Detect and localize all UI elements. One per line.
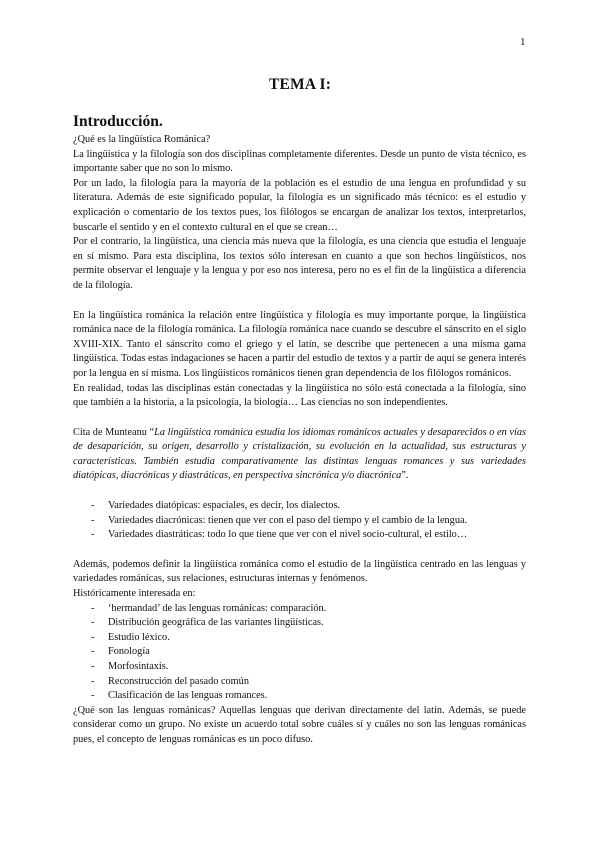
paragraph: En la lingüística románica la relación entre lingüística y filología es muy importante porque, la lingüística románica nace de la filología románica. La filología románica nace cuando se descubre el sánscrito en el siglo XVIII-XIX. Tanto el sánscrito como el griego y el latín, se describe que pertenecen a una misma gama lingüística. Todas estas indagaciones se hacen a partir del estudio de textos y a partir de aquí se genera interés por la lengua en sí misma. Los lingüísticos románicos tienen gran dependencia de los filólogos románicos.	[73, 309, 526, 379]
paragraph: Históricamente interesada en:	[73, 588, 196, 600]
paragraph: Además, podemos definir la lingüística románica como el estudio de la lingüística centrado en las lenguas y variedades románicas, sus relaciones, estructuras internas y fenómenos.	[73, 558, 526, 585]
quote-paragraph	[73, 426, 526, 484]
list-item: - Estudio léxico.	[73, 631, 526, 646]
intereses-list	[73, 602, 526, 704]
page-number: 1	[520, 36, 526, 48]
spacer	[73, 543, 526, 558]
list-item: - Reconstrucción del pasado común	[73, 675, 526, 690]
list-item: - Clasificación de las lenguas romances.	[73, 689, 526, 704]
list-item: - Variedades diastráticas: todo lo que tiene que ver con el nivel socio-cultural, el estilo…	[73, 528, 526, 543]
section-heading: Introducción.	[73, 113, 163, 130]
list-item: - Distribución geográfica de las variantes lingüísticas.	[73, 616, 526, 631]
spacer	[73, 411, 526, 426]
quote-intro: Cita de Munteanu “	[73, 426, 155, 438]
document-body	[73, 112, 526, 748]
variedades-list	[73, 499, 526, 543]
list-item: - Morfosintaxis.	[73, 660, 526, 675]
list-item: - ‘hermandad’ de las lenguas románicas: comparación.	[73, 602, 526, 617]
spacer	[73, 294, 526, 309]
paragraph: Por el contrario, la lingüística, una ciencia más nueva que la filología, es una ciencia que estudia el lenguaje en sí mismo. Para esta disciplina, los textos sólo interesan en cuanto a que son hechos lingüísticos, nos permite observar el lenguaje y la lengua y por eso nos interesa, pero no es el fin de la lingüística a diferencia de la filología.	[73, 236, 526, 291]
paragraph: La lingüística y la filología son dos disciplinas completamente diferentes. Desde un punto de vista técnico, es importante saber que no son lo mismo.	[73, 148, 526, 175]
quote-end: ”.	[401, 470, 409, 482]
list-item: - Variedades diatópicas: espaciales, es decir, los dialectos.	[73, 499, 526, 514]
paragraph: En realidad, todas las disciplinas están conectadas y la lingüística no sólo está conectada a la filología, sino que también a la historia, a la psicología, la biología… Las ciencias no son independientes.	[73, 382, 526, 409]
paragraph: Por un lado, la filología para la mayoría de la población es el estudio de una lengua en profundidad y su literatura. Además de este significado popular, la filología es un significado más técnico: es el estudio y explicación o comentario de los textos pues, los filólogos se encargan de analizar los textos, interpretarlos, buscarle el sentido y en el contexto cultural en el que se crean…	[73, 177, 526, 233]
spacer	[73, 484, 526, 499]
paragraph: ¿Qué es la lingüística Románica?	[73, 134, 211, 145]
document-title: TEMA I:	[268, 76, 332, 93]
list-item: - Variedades diacrónicas: tienen que ver con el paso del tiempo y el cambio de la lengua.	[73, 514, 526, 529]
list-item: - Fonología	[73, 645, 526, 660]
paragraph: ¿Qué son las lenguas románicas? Aquellas lenguas que derivan directamente del latín. Además, se puede considerar como un grupo. No existe un acuerdo total sobre cuáles sí y cuáles no son las lenguas románicas pues, el concepto de lenguas románicas es un poco difuso.	[73, 704, 526, 745]
quote-text: La lingüística románica estudia los idiomas románicos actuales y desaparecidos o en vías de desaparición, su origen, desarrollo y cristalización, su evolución en la actualidad, sus estructuras y características. También estudia comparativamente las distintas lenguas romances y sus variedades diatópicas, diacrónicas y diastráticas, en perspectiva sincrónica y/o diacrónica	[73, 426, 526, 482]
